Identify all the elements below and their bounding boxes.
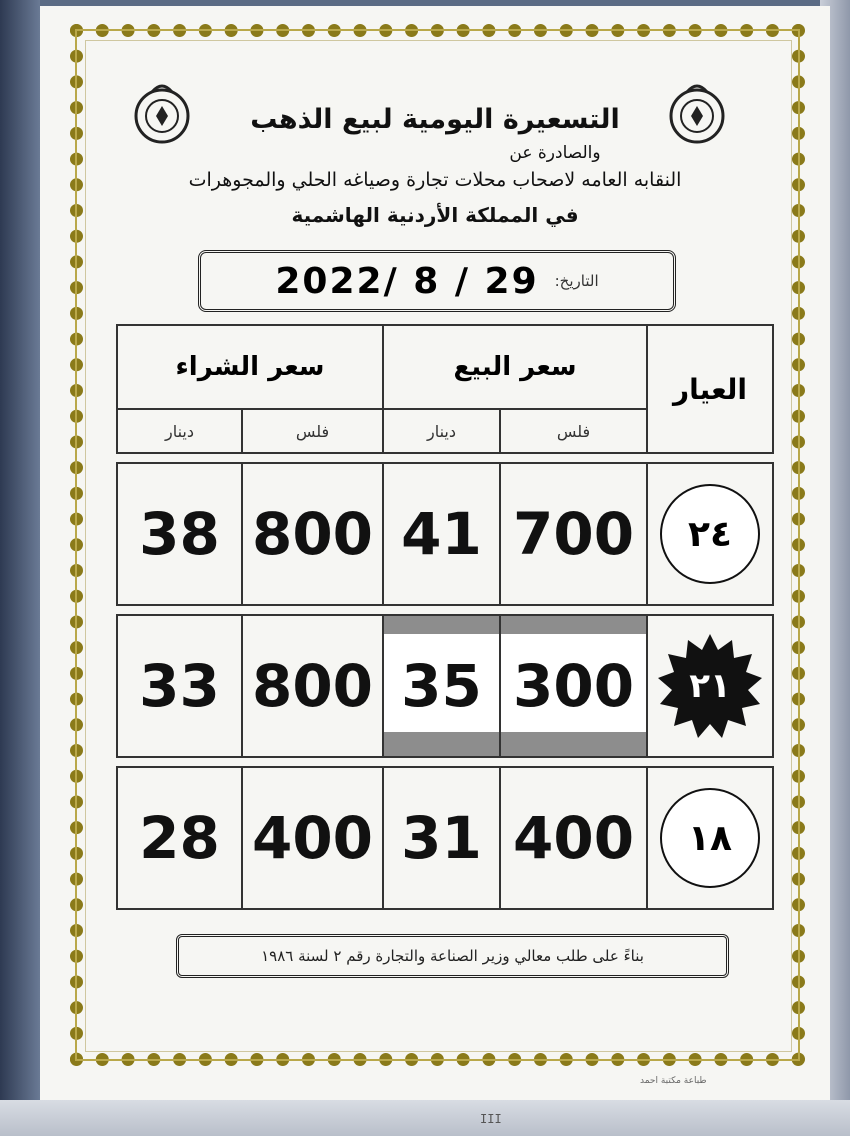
- karat-label: ٢١: [689, 666, 731, 706]
- karat-cell: [647, 615, 773, 757]
- issued-by-text: والصادرة عن: [509, 143, 601, 163]
- buy-price-header: سعر الشراء: [117, 325, 383, 409]
- sell-price-header: سعر البيع: [383, 325, 647, 409]
- buy-dinar-value: 38: [117, 463, 242, 605]
- buy-fils-value: 800: [242, 615, 383, 757]
- ministerial-note: بناءً على طلب معالي وزير الصناعة والتجارة رقم ٢ لسنة ١٩٨٦: [176, 934, 729, 978]
- table-row: [117, 615, 773, 757]
- printer-credit: طباعة مكتبة احمد: [640, 1076, 707, 1086]
- syndicate-name: النقابه العامه لاصحاب محلات تجارة وصياغه الحلي والمجوهرات: [188, 169, 682, 191]
- sell-fils-value: 700: [500, 463, 647, 605]
- date-box: [198, 250, 676, 312]
- sell-fils-subheader: فلس: [500, 409, 647, 453]
- buy-fils-value: 400: [242, 767, 383, 909]
- country-name: في المملكة الأردنية الهاشمية: [291, 203, 579, 227]
- karat-header: العيار: [647, 325, 773, 453]
- price-sheet: [40, 6, 830, 1100]
- sell-dinar-subheader: دينار: [383, 409, 500, 453]
- sell-fils-value: 300: [500, 615, 647, 757]
- buy-dinar-value: 28: [117, 767, 242, 909]
- sell-dinar-value: 35: [383, 615, 500, 757]
- buy-dinar-subheader: دينار: [117, 409, 242, 453]
- table-row: [117, 463, 773, 605]
- buy-fils-value: 800: [242, 463, 383, 605]
- taskbar: [0, 1100, 850, 1136]
- taskbar-grip[interactable]: III: [480, 1112, 502, 1126]
- sell-dinar-value: 31: [383, 767, 500, 909]
- sheet-title: التسعيرة اليومية لبيع الذهب: [250, 104, 620, 135]
- monitor-bezel-left: [0, 0, 40, 1136]
- karat-cell: [647, 463, 773, 605]
- buy-fils-subheader: فلس: [242, 409, 383, 453]
- buy-dinar-value: 33: [117, 615, 242, 757]
- sell-fils-value: 400: [500, 767, 647, 909]
- table-row: [117, 767, 773, 909]
- date-value: 2022/ 8 / 29: [275, 260, 539, 302]
- karat-badge: ١٨: [660, 788, 760, 888]
- sell-dinar-value: 41: [383, 463, 500, 605]
- date-label: التاريخ:: [554, 272, 599, 290]
- karat-cell: [647, 767, 773, 909]
- karat-badge: ٢٤: [660, 484, 760, 584]
- price-table: [116, 324, 774, 910]
- karat-star-badge: [656, 632, 764, 740]
